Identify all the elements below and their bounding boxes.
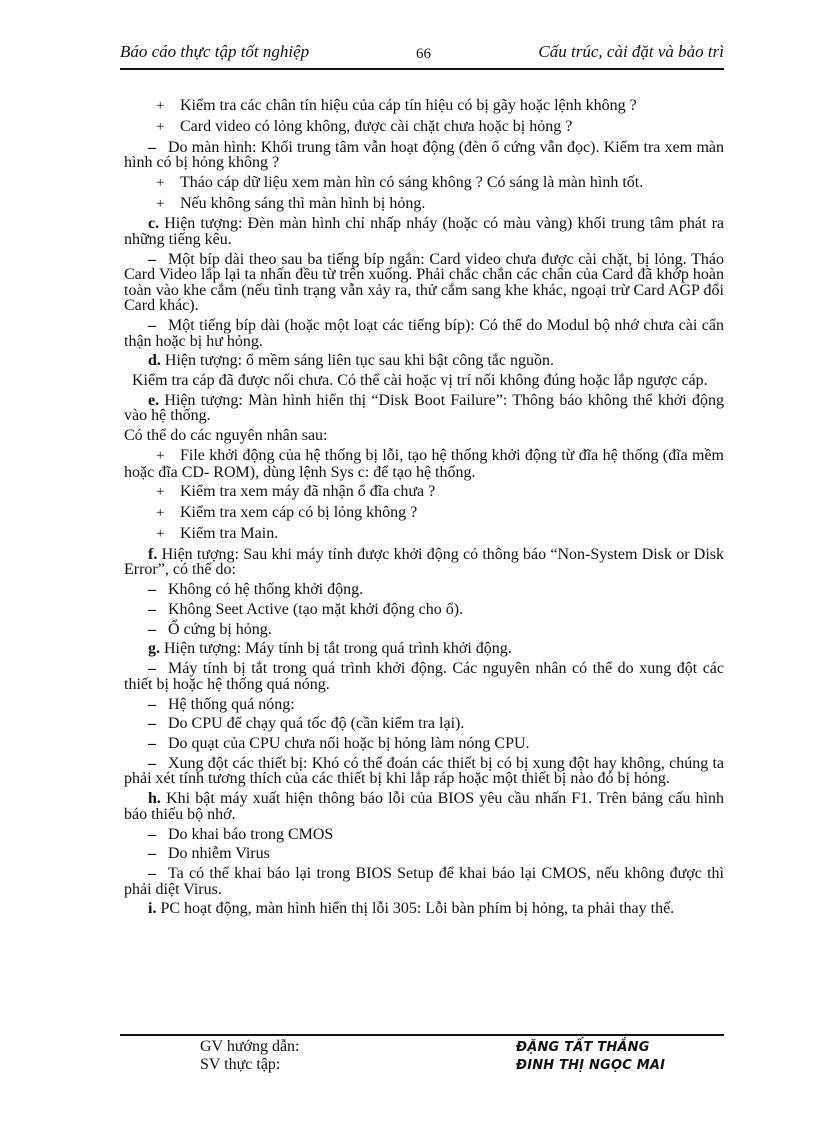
dash-bullet-icon: – bbox=[148, 715, 156, 733]
plus-bullet-icon: + bbox=[156, 525, 165, 542]
paragraph-text: Card video có lỏng không, được cài chặt chưa hoặc bị hỏng ? bbox=[180, 117, 573, 135]
paragraph-text: Hiện tượng: Sau khi máy tính được khởi động có thông báo “Non-System Disk or Disk Error”, có thể do: bbox=[124, 545, 724, 579]
paragraph-text: Xung đột các thiết bị: Khó có thể đoán các thiết bị có bị xung đột hay không, chúng ta phải xét tính tương thích của các thiết bị khi lắp ráp hoặc một thiết bị nào đó bị hỏng. bbox=[124, 754, 724, 788]
header-chapter-title: Cấu trúc, cài đặt và bảo trì bbox=[538, 42, 724, 61]
paragraph bbox=[124, 428, 724, 444]
paragraph-text: File khởi động của hệ thống bị lỗi, tạo hệ thống khởi động từ đĩa hệ thống (đĩa mềm hoặc đĩa CD- ROM), dùng lệnh Sys c: để tạo hệ thống. bbox=[124, 447, 724, 481]
bullet-plus-item bbox=[124, 505, 724, 522]
paragraph-text: Không có hệ thống khởi động. bbox=[168, 581, 364, 599]
page-number: 66 bbox=[416, 46, 431, 62]
paragraph-text: Không Seet Active (tạo mặt khởi động cho ổ). bbox=[168, 600, 464, 618]
bullet-dash-item bbox=[124, 846, 724, 862]
paragraph-text: Hệ thống quá nóng: bbox=[168, 695, 295, 713]
dash-bullet-icon: – bbox=[148, 754, 156, 772]
section-letter: c. bbox=[148, 215, 160, 233]
paragraph-text: Có thể do các nguyên nhân sau: bbox=[124, 427, 328, 445]
section-letter: i. bbox=[148, 900, 157, 918]
plus-bullet-icon: + bbox=[156, 195, 165, 212]
bullet-dash-item bbox=[124, 582, 724, 598]
paragraph-text: Kiểm tra Main. bbox=[180, 524, 279, 542]
paragraph-text: Nếu không sáng thì màn hình bị hỏng. bbox=[180, 194, 426, 212]
header-divider bbox=[120, 68, 724, 70]
bullet-plus-item bbox=[124, 119, 724, 136]
paragraph-text: Kiểm tra xem cáp có bị lỏng không ? bbox=[180, 504, 418, 522]
bullet-plus-item bbox=[124, 526, 724, 543]
page-header bbox=[120, 42, 724, 66]
section-letter: h. bbox=[148, 790, 161, 808]
document-body bbox=[124, 98, 724, 921]
section-letter: d. bbox=[148, 352, 161, 370]
paragraph-text: Một tiếng bíp dài (hoặc một loạt các tiếng bíp): Có thể do Modul bộ nhớ chưa cài cẩn thận hoặc bị hư hỏng. bbox=[124, 317, 724, 350]
dash-bullet-icon: – bbox=[148, 250, 156, 268]
lettered-section bbox=[124, 791, 724, 822]
bullet-dash-item bbox=[124, 140, 724, 171]
section-letter: e. bbox=[148, 391, 160, 409]
paragraph-text: Do khai báo trong CMOS bbox=[168, 825, 334, 843]
bullet-dash-item bbox=[124, 661, 724, 692]
bullet-plus-item bbox=[124, 484, 724, 501]
instructor-label: GV hướng dẫn: bbox=[200, 1038, 300, 1055]
lettered-section bbox=[124, 547, 724, 578]
paragraph-text: Do màn hình: Khối trung tâm vẫn hoạt động (đèn ổ cứng vẫn đọc). Kiểm tra xem màn hình có bị hỏng không ? bbox=[124, 138, 724, 172]
bullet-plus-item bbox=[124, 175, 724, 192]
bullet-dash-item bbox=[124, 318, 724, 349]
paragraph-text: Hiện tượng: Màn hình hiển thị “Disk Boot Failure”: Thông báo không thể khởi động vào hệ thống. bbox=[124, 391, 725, 425]
bullet-dash-item bbox=[124, 866, 724, 897]
plus-bullet-icon: + bbox=[156, 484, 165, 501]
dash-bullet-icon: – bbox=[148, 660, 156, 678]
paragraph-text: Do CPU để chạy quá tốc độ (cần kiểm tra lại). bbox=[168, 715, 465, 733]
paragraph-text: Tháo cáp dữ liệu xem màn hìn có sáng không ? Có sáng là màn hình tốt. bbox=[180, 173, 644, 191]
dash-bullet-icon: – bbox=[148, 581, 156, 599]
paragraph-text: Một bíp dài theo sau ba tiếng bíp ngắn: Card video chưa được cài chặt, bị lỏng. Tháo Card Video lắp lại ta nhấn đều từ trên xuống. Phải chắc chắn các chân của Card đã khớp hoàn toàn vào khe cắm (nếu tình trạng vẫn xảy ra, thử cắm sang khe khác, ngoại trừ Card AGP đổi Card khác). bbox=[124, 250, 724, 315]
section-letter: f. bbox=[148, 545, 158, 563]
paragraph-text: Hiện tượng: Máy tính bị tắt trong quá trình khởi động. bbox=[164, 640, 512, 658]
paragraph-text: Ta có thể khai báo lại trong BIOS Setup để khai báo lại CMOS, nếu không được thì phải diệt Virus. bbox=[124, 865, 724, 898]
dash-bullet-icon: – bbox=[148, 735, 156, 753]
paragraph-text: Do quạt của CPU chưa nối hoặc bị hỏng làm nóng CPU. bbox=[168, 735, 530, 753]
paragraph-text: PC hoạt động, màn hình hiển thị lỗi 305: Lỗi bàn phím bị hỏng, ta phải thay thế. bbox=[160, 900, 675, 918]
paragraph-text: Hiện tượng: ổ mềm sáng liên tục sau khi bật công tắc nguồn. bbox=[164, 352, 554, 370]
indented-paragraph bbox=[124, 373, 724, 389]
lettered-section bbox=[124, 641, 724, 657]
paragraph-text: Do nhiễm Virus bbox=[168, 845, 270, 863]
paragraph-text: Hiện tượng: Đèn màn hình chỉ nhấp nháy (hoặc có màu vàng) khối trung tâm phát ra những tiếng kêu. bbox=[124, 215, 724, 248]
bullet-plus-item bbox=[124, 196, 724, 213]
paragraph-text: Ổ cứng bị hỏng. bbox=[168, 620, 272, 638]
bullet-plus-item bbox=[124, 98, 724, 115]
paragraph-text: Kiểm tra các chân tín hiệu của cáp tín hiệu có bị gãy hoặc lệnh không ? bbox=[180, 97, 637, 114]
paragraph-text: Khi bật máy xuất hiện thông báo lỗi của BIOS yêu cầu nhấn F1. Trên bảng cấu hình báo thiếu bộ nhớ. bbox=[124, 790, 725, 823]
dash-bullet-icon: – bbox=[148, 845, 156, 863]
lettered-section bbox=[124, 901, 724, 917]
lettered-section bbox=[124, 216, 724, 247]
lettered-section bbox=[124, 393, 724, 424]
footer-divider bbox=[120, 1034, 724, 1036]
section-letter: g. bbox=[148, 640, 160, 658]
bullet-dash-item bbox=[124, 622, 724, 638]
dash-bullet-icon: – bbox=[148, 695, 156, 713]
plus-bullet-icon: + bbox=[156, 118, 165, 135]
dash-bullet-icon: – bbox=[148, 138, 156, 156]
dash-bullet-icon: – bbox=[148, 317, 156, 335]
bullet-dash-item bbox=[124, 756, 724, 787]
dash-bullet-icon: – bbox=[148, 825, 156, 843]
bullet-dash-item bbox=[124, 602, 724, 618]
lettered-section bbox=[124, 353, 724, 369]
bullet-dash-item bbox=[124, 252, 724, 314]
paragraph-text: Kiểm tra xem máy đã nhận ổ đĩa chưa ? bbox=[180, 483, 436, 501]
plus-bullet-icon: + bbox=[156, 505, 165, 522]
dash-bullet-icon: – bbox=[148, 620, 156, 638]
bullet-plus-item bbox=[124, 448, 724, 480]
paragraph-text: Máy tính bị tắt trong quá trình khởi động. Các nguyên nhân có thể do xung đột các thiết bị hoặc hệ thống quá nóng. bbox=[124, 660, 724, 693]
dash-bullet-icon: – bbox=[148, 600, 156, 618]
plus-bullet-icon: + bbox=[156, 174, 165, 191]
bullet-dash-item bbox=[124, 827, 724, 843]
student-name: ĐINH THỊ NGỌC MAI bbox=[516, 1058, 666, 1073]
plus-bullet-icon: + bbox=[156, 448, 165, 465]
paragraph-text: Kiểm tra cáp đã được nối chưa. Có thể cài hoặc vị trí nối không đúng hoặc lắp ngược cáp. bbox=[132, 372, 708, 390]
student-label: SV thực tập: bbox=[200, 1056, 281, 1073]
bullet-dash-item bbox=[124, 736, 724, 752]
bullet-dash-item bbox=[124, 716, 724, 732]
plus-bullet-icon: + bbox=[156, 98, 165, 114]
header-report-title: Báo cáo thực tập tốt nghiệp bbox=[120, 42, 310, 61]
bullet-dash-item bbox=[124, 697, 724, 713]
dash-bullet-icon: – bbox=[148, 865, 156, 883]
instructor-name: ĐẶNG TẤT THẮNG bbox=[516, 1040, 650, 1055]
